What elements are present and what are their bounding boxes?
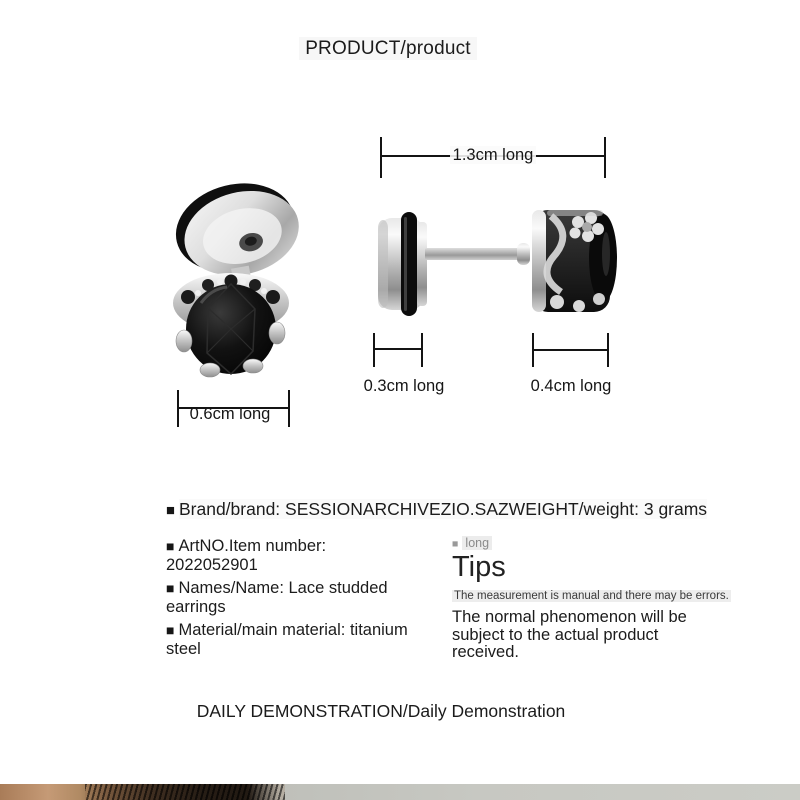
dimension-cap [288, 390, 290, 427]
footer-heading: DAILY DEMONSTRATION/Daily Demonstration [196, 701, 566, 721]
dimension-rule [534, 349, 607, 351]
tips-note: The measurement is manual and there may be errors. [454, 590, 729, 602]
dimension-cap [373, 333, 375, 367]
bullet-square-icon: ■ [166, 580, 175, 596]
model-photo-strip [0, 784, 800, 800]
details-list [166, 537, 418, 663]
tips-tag: ■ long [452, 536, 704, 550]
dimension-rule [375, 348, 421, 350]
dimension-line-head [532, 333, 609, 367]
tips-body: The normal phenomenon will be subject to the actual product received. [452, 608, 687, 661]
dimension-cap [421, 333, 423, 367]
detail-name: ■ Names/Name: Lace studded earrings [166, 579, 388, 616]
earring-front-photo [163, 181, 315, 386]
bullet-square-icon: ■ [166, 622, 175, 638]
post-bar [425, 248, 525, 260]
dimension-label-disc: 0.3cm long [363, 377, 445, 395]
dimension-cap [607, 333, 609, 367]
hair-texture [85, 784, 285, 800]
detail-material: ■ Material/main material: titanium steel [166, 621, 408, 658]
dimension-label-head: 0.4cm long [530, 377, 612, 395]
page-title-text: PRODUCT/product [299, 37, 477, 60]
tips-section [452, 536, 729, 662]
ornate-head [532, 210, 617, 312]
dimension-label-overall: 1.3cm long [380, 146, 606, 165]
rubber-oring-side [401, 212, 417, 316]
dimension-label-gem: 0.6cm long [189, 405, 271, 423]
dimension-line-disc [373, 333, 423, 367]
tips-heading: Tips [452, 551, 506, 583]
black-gem [186, 284, 276, 374]
page-title [0, 38, 776, 60]
earring-side-photo [365, 196, 620, 321]
post-collar [517, 243, 530, 265]
bullet-square-icon: ■ [166, 538, 175, 554]
detail-brand-weight: ■ Brand/brand: SESSIONARCHIVEZIO.SAZWEIGHT/weight: 3 grams [166, 499, 708, 519]
bullet-square-icon: ■ [452, 538, 459, 550]
bullet-square-icon: ■ [166, 503, 175, 519]
detail-item-number: ■ ArtNO.Item number: 2022052901 [166, 537, 327, 574]
